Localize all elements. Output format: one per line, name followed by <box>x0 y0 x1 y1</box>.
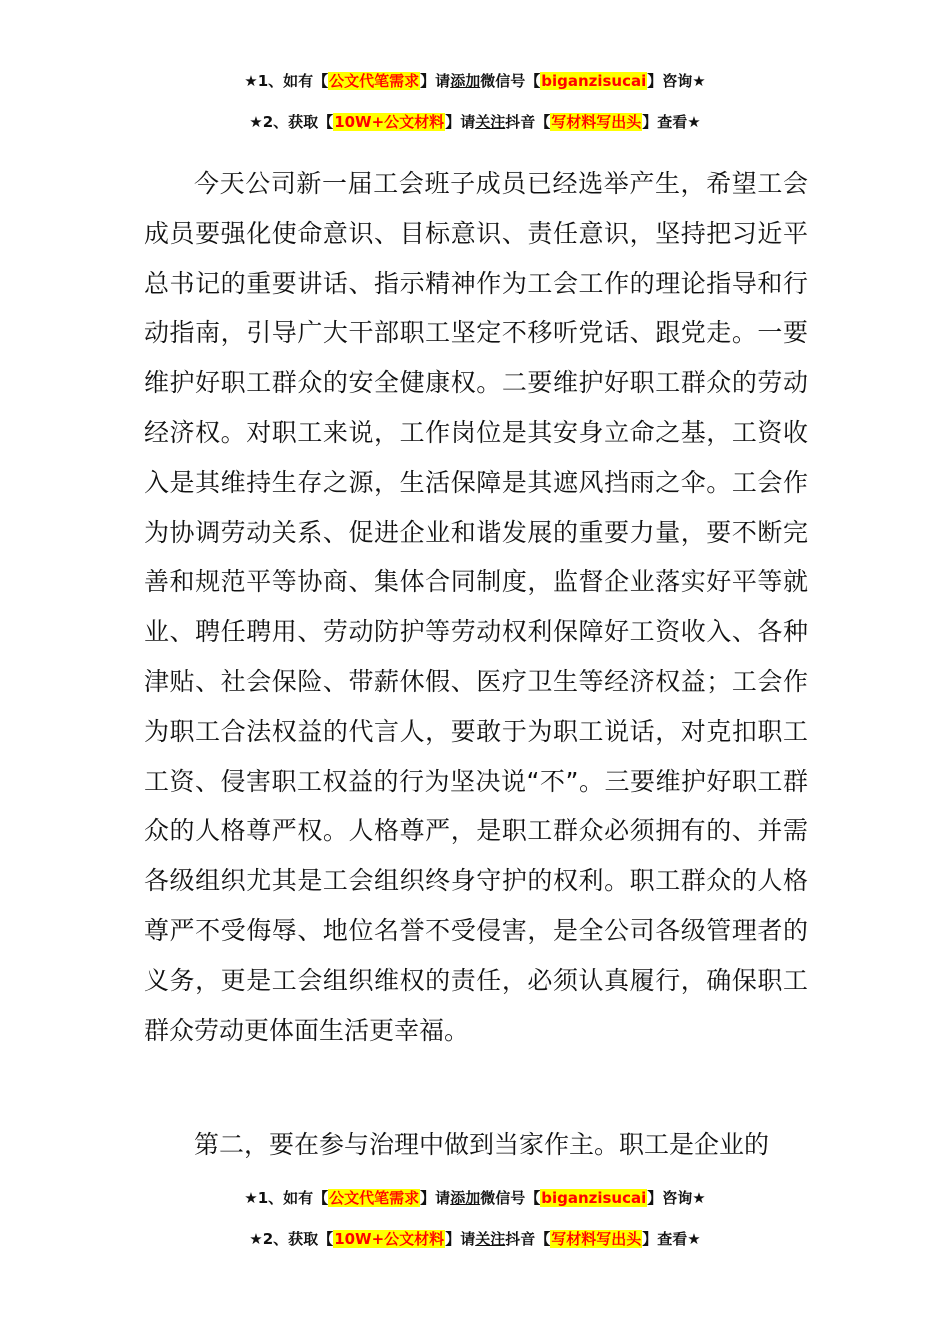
banner-text: 】请 <box>420 72 451 90</box>
banner-underlined-text: 添加 <box>450 72 481 90</box>
banner-text: ★2、获取【 <box>249 1230 334 1248</box>
banner-text: ★2、获取【 <box>249 113 334 131</box>
footer-banner-line-1 <box>0 1188 950 1208</box>
banner-highlight: biganzisucai <box>541 1189 647 1207</box>
banner-underlined-text: 关注 <box>475 113 506 131</box>
banner-text: 】请 <box>420 1189 451 1207</box>
banner-text: 抖音【 <box>505 113 551 131</box>
banner-text: 】查看★ <box>642 113 701 131</box>
header-banner-line-2 <box>0 112 950 132</box>
banner-highlight: 写材料写出头 <box>551 1230 642 1248</box>
banner-highlight: 10W+公文材料 <box>334 113 445 131</box>
banner-text: 】请 <box>445 1230 476 1248</box>
banner-highlight: 公文代笔需求 <box>329 1189 420 1207</box>
body-paragraph-1: 今天公司新一届工会班子成员已经选举产生，希望工会成员要强化使命意识、目标意识、责任意识，坚持把习近平总书记的重要讲话、指示精神作为工会工作的理论指导和行动指南，引导广大干部职工坚定不移听党话、跟党走。一要维护好职工群众的安全健康权。二要维护好职工群众的劳动经济权。对职工来说，工作岗位是其安身立命之基，工资收入是其维持生存之源，生活保障是其遮风挡雨之伞。工会作为协调劳动关系、促进企业和谐发展的重要力量，要不断完善和规范平等协商、集体合同制度，监督企业落实好平等就业、聘任聘用、劳动防护等劳动权利保障好工资收入、各种津贴、社会保险、带薪休假、医疗卫生等经济权益；工会作为职工合法权益的代言人，要敢于为职工说话，对克扣职工工资、侵害职工权益的行为坚决说“不”。三要维护好职工群众的人格尊严权。人格尊严，是职工群众必须拥有的、并需各级组织尤其是工会组织终身守护的权利。职工群众的人格尊严不受侮辱、地位名誉不受侵害，是全公司各级管理者的义务，更是工会组织维权的责任，必须认真履行，确保职工群众劳动更体面生活更幸福。 <box>144 169 808 1045</box>
banner-highlight: 10W+公文材料 <box>334 1230 445 1248</box>
body-paragraph-2: 第二，要在参与治理中做到当家作主。职工是企业的 <box>194 1130 770 1159</box>
banner-text: 】查看★ <box>642 1230 701 1248</box>
banner-text: 微信号【 <box>480 1189 541 1207</box>
banner-text: 】咨询★ <box>647 72 706 90</box>
banner-highlight: biganzisucai <box>541 72 647 90</box>
banner-text: 微信号【 <box>480 72 541 90</box>
banner-underlined-text: 关注 <box>475 1230 506 1248</box>
header-banner-line-1 <box>0 71 950 91</box>
banner-text: 抖音【 <box>505 1230 551 1248</box>
banner-highlight: 写材料写出头 <box>551 113 642 131</box>
banner-text: ★1、如有【 <box>244 72 329 90</box>
banner-underlined-text: 添加 <box>450 1189 481 1207</box>
banner-highlight: 公文代笔需求 <box>329 72 420 90</box>
footer-banner-line-2 <box>0 1229 950 1249</box>
banner-text: 】请 <box>445 113 476 131</box>
banner-text: 】咨询★ <box>647 1189 706 1207</box>
banner-text: ★1、如有【 <box>244 1189 329 1207</box>
